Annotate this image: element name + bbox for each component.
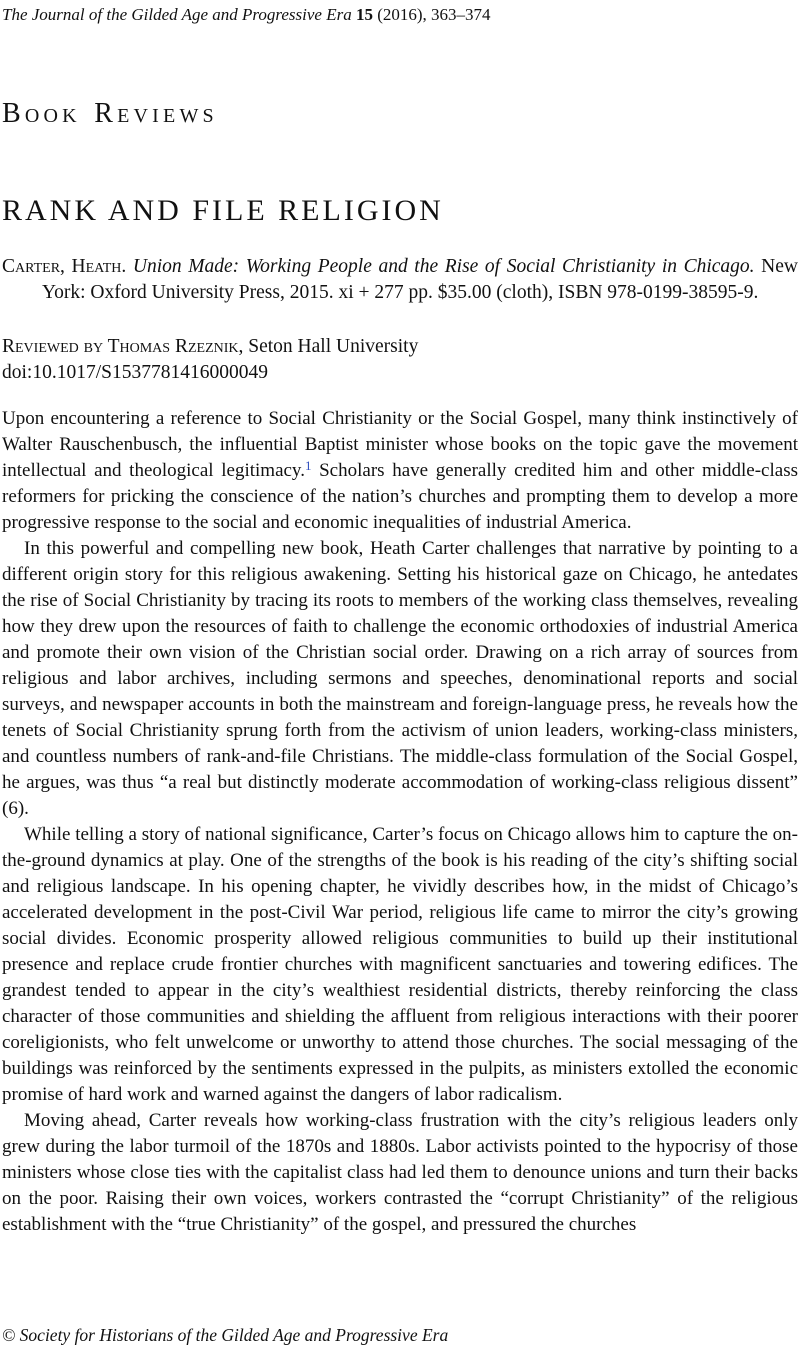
book-citation [2,254,798,306]
doi: doi:10.1017/S1537781416000049 [2,362,268,383]
review-body [2,406,798,1296]
copyright-footer: © Society for Historians of the Gilded Age and Progressive Era [2,1325,449,1345]
running-head [2,0,798,26]
citation-publication-info: New York: Oxford University Press, 2015. xi + 277 pp. $35.00 (cloth), ISBN 978-0199-38595-9. [42,256,798,303]
reviewer-affiliation: , Seton Hall University [238,336,419,357]
section-heading-book-reviews: Book Reviews [2,98,218,129]
paragraph-1-text: Upon encountering a reference to Social Christianity or the Social Gospel, many think instinctively of Walter Rauschenbusch, the influential Baptist minister whose books on the topic gave the movement intellectual and theological legitimacy. [2,408,798,481]
citation-author: Carter, Heath. [2,256,133,277]
paragraph-3: While telling a story of national significance, Carter’s focus on Chicago allows him to capture the on-the-ground dynamics at play. One of the strengths of the book is his reading of the city’s shifting social and religious landscape. In his opening chapter, he vividly describes how, in the midst of Chicago’s accelerated development in the post-Civil War period, religious life came to mirror the city’s growing social divides. Economic prosperity allowed religious communities to build up their institutional presence and replace crude frontier churches with magnificent sanctuaries and towering edifices. The grandest tended to appear in the city’s wealthiest residential districts, thereby reinforcing the class character of those communities and shielding the affluent from religious interactions with their poorer coreligionists, who felt unwelcome or unworthy to attend those churches. The social messaging of the buildings was reinforced by the sentiments expressed in the pulpits, as ministers extolled the economic promise of hard work and warned against the dangers of labor radicalism. [2,824,798,1105]
journal-title: The Journal of the Gilded Age and Progressive Era [2,5,356,24]
volume-number: 15 [355,5,373,24]
paragraph-2: In this powerful and compelling new book, Heath Carter challenges that narrative by pointing to a different origin story for this religious awakening. Setting his historical gaze on Chicago, he antedates the rise of Social Christianity by tracing its roots to members of the working class themselves, revealing how they drew upon the resources of faith to challenge the economic orthodoxies of industrial America and promote their own vision of the Christian social order. Drawing on a rich array of sources from religious and labor archives, including sermons and speeches, denominational reports and social surveys, and newspaper accounts in both the mainstream and foreign-language press, he reveals how the tenets of Social Christianity sprung forth from the activism of union leaders, working-class ministers, and countless numbers of rank-and-file Christians. The middle-class formulation of the Social Gospel, he argues, was thus “a real but distinctly moderate accommodation of working-class religious dissent” (6). [2,538,798,819]
paragraph-1-continued: Scholars have generally credited him and other middle-class reformers for pricking the conscience of the nation’s churches and prompting them to develop a more progressive response to the social and economic inequalities of industrial America. [2,460,798,533]
reviewer-line [2,334,798,360]
citation-book-title: Union Made: Working People and the Rise of Social Christianity in Chicago. [132,256,755,277]
footnote-reference-1[interactable]: 1 [304,458,312,473]
paragraph-1 [2,406,798,536]
issue-pages: (2016), 363–374 [372,5,491,24]
reviewer-name: Reviewed by Thomas Rzeznik [2,336,239,357]
paragraph-4: Moving ahead, Carter reveals how working-class frustration with the city’s religious leaders only grew during the labor turmoil of the 1870s and 1880s. Labor activists pointed to the hypocrisy of those ministers whose close ties with the capitalist class had led them to denounce unions and turn their backs on the poor. Raising their own voices, workers contrasted the “corrupt Christianity” of the religious establishment with the “true Christianity” of the gospel, and pressured the churches [2,1110,798,1235]
review-title: RANK AND FILE RELIGION [2,194,444,227]
